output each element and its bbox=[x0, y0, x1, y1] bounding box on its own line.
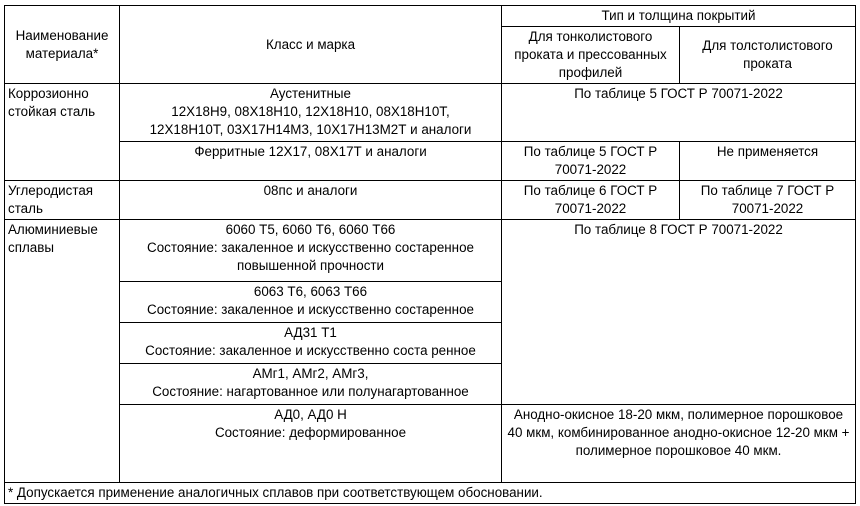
grade-line: АД31 Т1 bbox=[284, 325, 337, 340]
grade-line: повышенной прочности bbox=[236, 258, 385, 273]
grade-line: Состояние: закаленное и искусственно соста ренное bbox=[145, 343, 476, 358]
coating-carbon-thick: По таблице 7 ГОСТ Р 70071-2022 bbox=[680, 181, 856, 220]
grade-line: АД0, АД0 Н bbox=[274, 407, 347, 422]
material-aluminum: Алюминиевые сплавы bbox=[5, 220, 120, 483]
grade-line: 12Х18Н9, 08Х18Н10, 12Х18Н10, 08Х18Н10Т, bbox=[171, 104, 450, 119]
grade-line: 12Х18Н10Т, 03Х17Н14М3, 10Х17Н13М2Т и аналоги bbox=[149, 122, 472, 137]
grade-al-6063 bbox=[120, 282, 502, 323]
material-stainless: Коррозионно стойкая сталь bbox=[5, 84, 120, 181]
grade-ferritic: Ферритные 12Х17, 08Х17Т и аналоги bbox=[120, 142, 502, 181]
coating-aluminum: По таблице 8 ГОСТ Р 70071-2022 bbox=[502, 220, 856, 405]
footnote: * Допускается применение аналогичных сплавов при соответствующем обосновании. bbox=[5, 483, 856, 504]
grade-al-ad0 bbox=[120, 405, 502, 483]
coating-ferritic-thin: По таблице 5 ГОСТ Р 70071-2022 bbox=[502, 142, 680, 181]
grade-austenitic bbox=[120, 84, 502, 142]
grade-line: Состояние: нагартованное или полунагартованное bbox=[152, 384, 469, 399]
header-coating-group: Тип и толщина покрытий bbox=[502, 6, 856, 27]
coating-ferritic-thick: Не применяется bbox=[680, 142, 856, 181]
grade-line: Состояние: деформированное bbox=[214, 425, 407, 440]
grade-line: 6063 Т6, 6063 Т66 bbox=[253, 284, 368, 299]
grade-line: Состояние: закаленное и искусственно состаренное bbox=[147, 302, 474, 317]
header-material: Наименование материала* bbox=[5, 6, 120, 84]
grade-al-amg bbox=[120, 364, 502, 405]
coating-ad0: Анодно-окисное 18-20 мкм, полимерное порошковое 40 мкм, комбинированное анодно-окисное 12-20 мкм + полимерное порошковое 40 мкм. bbox=[502, 405, 856, 483]
coatings-table bbox=[4, 5, 856, 504]
grade-al-ad31 bbox=[120, 323, 502, 364]
grade-carbon: 08пс и аналоги bbox=[120, 181, 502, 220]
material-carbon: Углеродистая сталь bbox=[5, 181, 120, 220]
grade-line: АМг1, АМг2, АМг3, bbox=[252, 366, 369, 381]
coating-austenitic: По таблице 5 ГОСТ Р 70071-2022 bbox=[502, 84, 856, 142]
header-thick: Для толстолистового проката bbox=[680, 27, 856, 84]
header-thin: Для тонколистового проката и прессованных профилей bbox=[502, 27, 680, 84]
grade-al-6060 bbox=[120, 220, 502, 282]
grade-line: 6060 Т5, 6060 Т6, 6060 Т66 bbox=[225, 222, 396, 237]
header-grade: Класс и марка bbox=[120, 6, 502, 84]
grade-line: Состояние: закаленное и искусственно состаренное bbox=[147, 240, 474, 255]
grade-line: Аустенитные bbox=[270, 86, 351, 101]
coating-carbon-thin: По таблице 6 ГОСТ Р 70071-2022 bbox=[502, 181, 680, 220]
